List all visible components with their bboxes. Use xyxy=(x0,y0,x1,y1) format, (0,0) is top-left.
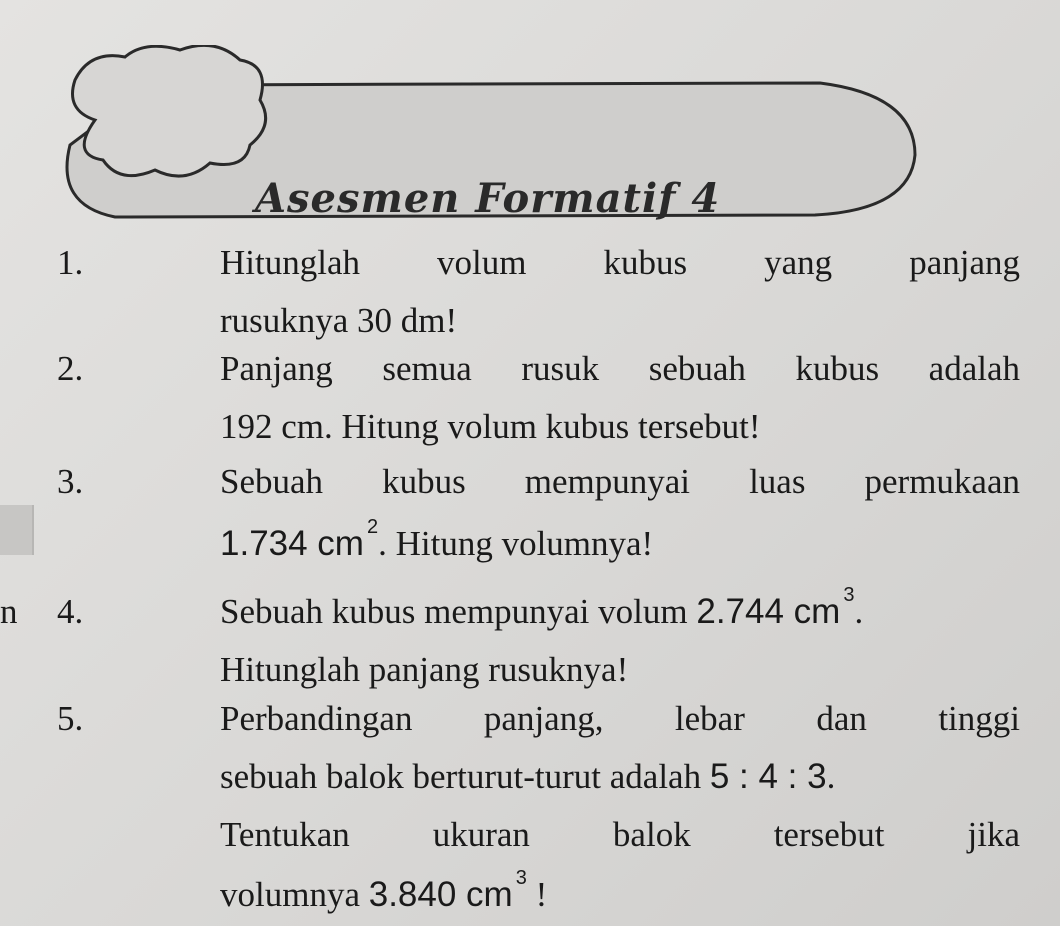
punctuation: . xyxy=(854,592,864,631)
cloud-icon xyxy=(73,45,266,176)
question-number: 1. xyxy=(57,243,84,282)
exponent: 3 xyxy=(843,584,855,606)
question-text-line xyxy=(220,866,547,924)
punctuation: ! xyxy=(526,875,548,914)
question-text: Tentukan ukuran balok tersebut jika xyxy=(220,815,1020,854)
punctuation: . xyxy=(826,757,836,796)
question-text: Hitunglah panjang rusuknya! xyxy=(220,650,629,689)
question-text: Panjang semua rusuk sebuah kubus adalah xyxy=(220,349,1020,388)
math-expression: 3.840 cm xyxy=(368,875,513,914)
margin-fragment: n xyxy=(0,592,18,631)
question-number: 4. xyxy=(57,592,84,631)
question-text: sebuah balok berturut-turut adalah xyxy=(220,757,710,796)
question-number: 2. xyxy=(57,349,84,388)
banner-title: Asesmen Formatif 4 xyxy=(255,175,721,222)
question-text: rusuknya 30 dm! xyxy=(220,301,458,340)
question-text: volumnya xyxy=(220,875,369,914)
exponent: 2 xyxy=(366,516,379,538)
question-text: Sebuah kubus mempunyai volum xyxy=(220,592,697,631)
question-number: 3. xyxy=(57,462,84,501)
exponent: 3 xyxy=(515,867,527,889)
ratio-expression: 5 : 4 : 3 xyxy=(709,757,827,796)
margin-shade xyxy=(0,505,34,555)
question-number: 5. xyxy=(57,699,84,738)
math-expression: 1.734 cm xyxy=(220,524,364,563)
question-text: 192 cm. Hitung volum kubus tersebut! xyxy=(220,407,761,446)
question-text: Perbandingan panjang, lebar dan tinggi xyxy=(220,699,1020,738)
question-text-line xyxy=(220,583,863,641)
math-expression: 2.744 cm xyxy=(696,592,841,631)
question-text-line xyxy=(220,515,653,573)
question-text: . Hitung volumnya! xyxy=(378,524,654,563)
question-text: Sebuah kubus mempunyai luas permukaan xyxy=(220,462,1020,501)
header-banner xyxy=(55,45,925,225)
question-text-line xyxy=(220,748,835,806)
question-text: Hitunglah volum kubus yang panjang xyxy=(220,243,1020,282)
